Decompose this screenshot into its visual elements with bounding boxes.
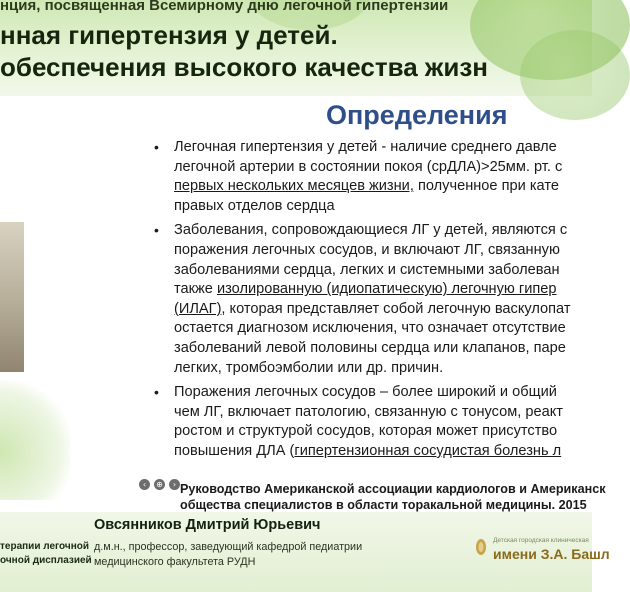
bullet-line [174,442,620,462]
bullet-text: остается диагнозом исключения, что означает отсутствие [174,320,566,337]
bullet-text: заболеваний левой половины сердца или клапанов, паре [174,339,566,356]
bullet-text: Легочная гипертензия у детей - наличие среднего давле [174,139,557,155]
bullet-line [174,300,620,320]
slide-heading: Определения [326,100,508,130]
leaf-decoration [0,380,70,500]
definition-list [150,138,620,467]
bullet-text: ростом и структурой сосудов, которая может присутство [174,423,558,440]
bullet-text: легких, тромбоэмболии или др. причин. [174,359,444,376]
conference-name: нция, посвященная Всемирному дню легочной гипертензии [0,0,449,14]
hospital-logo-icon [474,537,488,557]
session-caption-line: терапии легочной [0,541,90,552]
bullet-text: заболеваниями сердца, легких и системными заболеван [174,261,560,278]
reference-line: общества специалистов в области торакальной медицины. 2015 [180,498,587,512]
underlined-term: изолированную (идиопатическую) легочную гипер [216,281,557,298]
previous-slide-icon[interactable]: ‹ [139,479,150,490]
bullet-text: Поражения легочных сосудов – более широкий и общий [174,384,557,401]
leaf-decoration [520,30,630,120]
guideline-reference [180,481,610,513]
conference-banner [0,0,592,96]
next-slide-icon[interactable]: › [169,479,180,490]
bullet-line [174,177,620,197]
slide-navigation [139,479,180,490]
definition-bullet [150,221,620,378]
hospital-name: имени З.А. Башл [493,546,610,562]
underlined-term: (ИЛАГ), [174,300,226,317]
speaker-credentials [94,540,362,570]
bullet-text: поражения легочных сосудов, и включают ЛГ, связанную [174,241,560,258]
talk-title-line-1: нная гипертензия у детей. [0,20,338,50]
bullet-dot-icon: • [154,222,159,239]
bullet-line [174,319,620,339]
bullet-line [174,339,620,359]
session-caption [0,540,92,568]
bullet-dot-icon: • [154,139,159,155]
reference-line: Руководство Американской ассоциации кардиологов и Американск [180,482,606,496]
session-caption-line: очной дисплазией [0,555,92,566]
bullet-text: правых отделов сердца [174,197,335,214]
speaker-video [0,222,24,372]
bullet-line [174,221,620,241]
bullet-text: которая представляет собой легочную васкулопат [225,300,571,317]
bullet-line [174,359,620,379]
bullet-line [174,197,620,217]
bullet-dot-icon: • [154,384,159,401]
bullet-text: чем ЛГ, включает патологию, связанную с тонусом, реакт [174,403,563,420]
bullet-text: Заболевания, сопровождающиеся ЛГ у детей, являются с [174,222,568,239]
speaker-credentials-line: д.м.н., профессор, заведующий кафедрой педиатрии [94,541,363,553]
zoom-icon[interactable]: ⊕ [154,479,165,490]
hospital-caption: Детская городская клиническая [493,537,589,544]
bullet-line [174,241,620,261]
bullet-line [174,261,620,281]
definition-bullet [150,383,620,461]
definition-bullet [150,138,620,216]
bullet-text: легочной артерии в состоянии покоя (срДЛА)>25мм. рт. с [174,158,563,175]
bullet-text: также [174,281,217,298]
bullet-text: полученное при кате [413,178,559,195]
bullet-line [174,422,620,442]
bullet-line [174,138,620,158]
speaker-name: Овсянников Дмитрий Юрьевич [94,517,321,533]
bullet-line [174,280,620,300]
underlined-term: первых нескольких месяцев жизни, [174,178,414,195]
bullet-line [174,403,620,423]
underlined-term: гипертензионная сосудистая болезнь л [294,442,562,459]
bullet-line [174,158,620,178]
bullet-text: повышения ДЛА ( [174,442,295,459]
talk-title-line-2: обеспечения высокого качества жизн [0,52,488,82]
bullet-line [174,383,620,403]
speaker-credentials-line: медицинского факультета РУДН [94,556,256,568]
